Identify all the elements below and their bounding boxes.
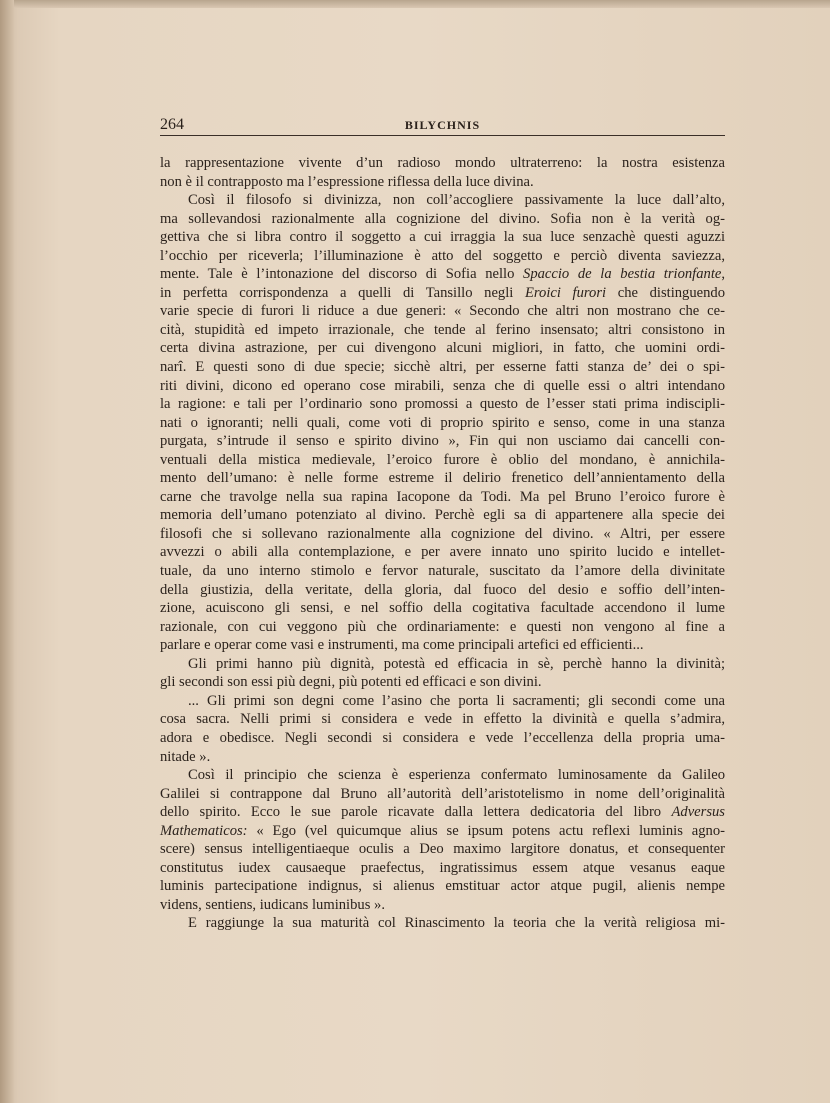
text-segment: ventuali della mistica medievale, l’eroico furore è oblio del mondano, è annichila- (160, 451, 725, 468)
text-segment: E raggiunge la sua maturità col Rinascimento la teoria che la verità religiosa mi- (188, 915, 725, 932)
text-segment: « Ego (vel quicumque alius se ipsum potens actu reflexi luminis agno- (247, 822, 725, 839)
text-segment: filosofi che si sollevano razionalmente alla cognizione del divino. « Altri, per essere (160, 525, 725, 542)
text-segment: carne che travolge nella sua rapina Iacopone da Todi. Ma pel Bruno l’eroico furore è (160, 488, 725, 505)
text-line (160, 840, 725, 859)
text-line (160, 265, 725, 284)
text-segment: tuale, da uno interno stimolo e fervor naturale, suscitato da l’amore della divinitate (160, 563, 725, 580)
text-segment: , (721, 266, 726, 283)
text-segment: ... Gli primi son degni come l’asino che porta li sacramenti; gli secondi come una (188, 692, 725, 709)
text-line (160, 377, 725, 396)
text-line (160, 859, 725, 878)
text-segment: narî. E questi sono di due specie; sicchè altri, per esserne fatti stanza de’ dei o spi- (160, 359, 725, 376)
text-segment: in perfetta corrispondenza a quelli di Tansillo negli (160, 284, 525, 301)
text-segment: purgata, s’intrude il senso e spirito divino », Fin qui non usciamo dai cancelli con- (160, 433, 725, 450)
text-line (160, 636, 725, 655)
text-line (160, 803, 725, 822)
text-line (160, 247, 725, 266)
text-line (160, 173, 725, 192)
text-segment: Galilei si contrappone dal Bruno all’autorità dell’aristotelismo in nome dell’originalità (160, 785, 725, 802)
text-segment: della giustizia, della veritate, della gloria, dal fuoco del desio e soffio dell’inten- (160, 581, 725, 598)
body-text (160, 154, 725, 933)
text-line (160, 543, 725, 562)
text-segment: riti divini, dicono ed operano cose mirabili, senza che di quelle essi o altri intendano (160, 377, 725, 394)
text-line (160, 469, 725, 488)
text-line (160, 488, 725, 507)
text-line (160, 729, 725, 748)
text-segment: nati o ignoranti; nelli quali, come voti di proprio spirito e senso, come in una stanza (160, 414, 725, 431)
text-line (160, 748, 725, 767)
text-segment: mento dell’umano: è nelle forme estreme il delirio frenetico dell’annientamento della (160, 470, 725, 487)
text-line (160, 506, 725, 525)
text-segment: parlare e operar come vasi e instrumenti, ma come principali artefici ed efficienti... (160, 637, 644, 654)
text-segment: gettiva che si libra contro il soggetto a cui irraggia la sua luce senzachè questi aguzzi (160, 229, 725, 246)
text-segment: luminis partecipatione indignus, si alienus emstituar actor atque pugil, alienis nempe (160, 878, 725, 895)
text-segment: memoria dell’umano potenziato al divino. Perchè egli sa di appartenere alla specie dei (160, 507, 725, 524)
text-segment: zione, acuiscono gli sensi, e nel soffio della cogitativa facultade accendono il lume (160, 600, 725, 617)
text-segment: cosa sacra. Nelli primi si considera e vede in effetto la divinità e quella s’admira, (160, 711, 725, 728)
running-title: BILYCHNIS (404, 118, 481, 132)
text-line (160, 358, 725, 377)
text-segment: nitade ». (160, 748, 211, 765)
text-segment: mente. Tale è l’intonazione del discorso di Sofia nello (160, 266, 524, 283)
text-line (160, 618, 725, 637)
text-line (160, 710, 725, 729)
italic-title: Mathematicos: (160, 822, 248, 839)
text-line (160, 432, 725, 451)
text-segment: scere) sensus intelligentiaeque oculis a Deo maximo largitore donatus, et consequenter (160, 841, 725, 858)
text-line (160, 877, 725, 896)
text-line (160, 339, 725, 358)
text-line (160, 914, 725, 933)
text-line (160, 321, 725, 340)
text-line (160, 228, 725, 247)
text-line (160, 692, 725, 711)
text-segment: la ragione: e tali per l’ordinario sono promossi a questo de l’esser stati prima indiscipli- (160, 396, 725, 413)
text-segment: dello spirito. Ecco le sue parole ricavate dalla lettera dedicatoria del libro (160, 804, 672, 821)
page-binding-edge (0, 0, 14, 1103)
text-line (160, 154, 725, 173)
text-line (160, 896, 725, 915)
text-segment: razionale, con cui veggono più che ordinariamente: e questi non vengono al fine a (160, 618, 725, 635)
text-line (160, 822, 725, 841)
italic-title: Spaccio de la bestia trionfante (523, 266, 722, 283)
text-line (160, 302, 725, 321)
text-line (160, 766, 725, 785)
text-segment: adora e obedisce. Negli secondi si considera e vede l’eccellenza della propria uma- (160, 729, 725, 746)
text-segment: Gli primi hanno più dignità, potestà ed efficacia in sè, perchè hanno la divinità; (188, 655, 725, 672)
text-line (160, 284, 725, 303)
running-header (160, 116, 725, 136)
text-line (160, 191, 725, 210)
text-segment: l’occhio per riceverla; l’illuminazione è atto del soggetto e perciò diventa saviezza, (160, 247, 725, 264)
text-segment: che distinguendo (606, 284, 726, 301)
text-segment: cità, stupidità ed impeto irrazionale, che tende al ferino insensato; altri consistono in (160, 321, 725, 338)
text-line (160, 562, 725, 581)
text-segment: certa divina astrazione, per cui divengono alcuni migliori, in fatto, che uomini ordi- (160, 340, 725, 357)
text-line (160, 673, 725, 692)
italic-title: Adversus (671, 804, 725, 821)
text-segment: Così il principio che scienza è esperienza confermato luminosamente da Galileo (188, 767, 725, 784)
text-segment: Così il filosofo si divinizza, non coll’accogliere passivamente la luce dall’alto, (188, 192, 725, 209)
page-top-edge (0, 0, 830, 8)
text-segment: ma sollevandosi razionalmente alla cognizione del divino. Sofia non è la verità og- (160, 210, 725, 227)
text-line (160, 785, 725, 804)
text-segment: non è il contrapposto ma l’espressione riflessa della luce divina. (160, 173, 534, 190)
italic-title: Eroici furori (524, 284, 607, 301)
header-rule (160, 135, 725, 136)
text-segment: avvezzi o abili alla contemplazione, e per avere innato uno spirito lucido e intellet- (160, 544, 725, 561)
text-segment: gli secondi son essi più degni, più potenti ed efficaci e son divini. (160, 674, 542, 691)
text-line (160, 655, 725, 674)
text-line (160, 414, 725, 433)
text-line (160, 395, 725, 414)
text-segment: varie specie di furori li riduce a due generi: « Secondo che altri non mostrano che ce- (160, 303, 725, 320)
text-line (160, 451, 725, 470)
text-line (160, 210, 725, 229)
text-line (160, 599, 725, 618)
text-line (160, 581, 725, 600)
text-segment: la rappresentazione vivente d’un radioso mondo ultraterreno: la nostra esistenza (160, 155, 725, 171)
page-number: 264 (160, 116, 184, 133)
text-segment: constitutus iudex causaeque praefectus, ingratissimus essem atque vesanus eaque (160, 859, 725, 876)
text-line (160, 525, 725, 544)
text-segment: videns, sentiens, iudicans luminibus ». (160, 896, 385, 913)
